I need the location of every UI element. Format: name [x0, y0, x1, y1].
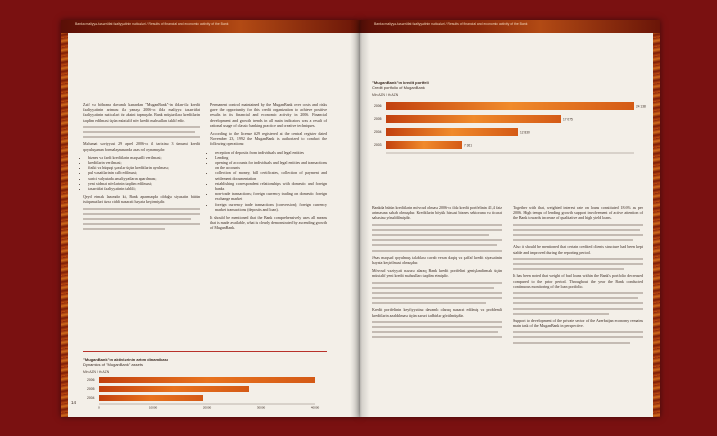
paragraph: Məlumat səviyyəsi 29 aprel 2006-cı il tarixinə 3 ümumi kredit qoyuluşunun formalaşmasında əsas rol oynamışdır: [83, 141, 200, 152]
paragraph: Together with that, weighted interest rate on loans constituted 18.6% as per 2006. High temps of lending growth support involvement of active attention of the Bank towards increase of qualitative and high yield loans. [513, 205, 643, 221]
right-column-az [372, 205, 502, 342]
bar-2006 [99, 377, 315, 383]
paragraph: It should be mentioned that the Bank comprehensively uses all means that is made available, what is clearly demonstrated by ascending growth of MuganBank. [210, 215, 327, 231]
list-item: • opening of accounts for individuals and legal entities and transactions on the accounts [215, 160, 327, 170]
bar-2004 [99, 395, 203, 401]
tick-label: 10000 [148, 405, 158, 410]
right-page [360, 20, 660, 417]
text-lines [513, 258, 643, 270]
list-item: • non-trade transactions; foreign currency trading on domestic foreign exchange market [215, 191, 327, 201]
list-item: • təsərrüfat fəaliyyətinin təhlili; [88, 186, 200, 191]
bar-2004 [386, 128, 518, 136]
bullet-list [83, 155, 200, 191]
list-item: • reception of deposits from individuals and legal entities [215, 150, 327, 155]
list-item: • Lending [215, 155, 327, 160]
paragraph: Əsas məqsəd qoyulmuş tələblərə cavab verən dəqiq və şəffaf kredit siyasətinin həyata keçirilməsi olmuşdur. [372, 254, 502, 265]
header-text: Banka maliyyə-təsərrüfat fəaliyyətinin nəticələri / Results of financial and economic activity of the Bank [75, 22, 229, 26]
text-lines [513, 224, 643, 242]
chart-title: "MuganBank"ın aktivlərinin artım dinamikası [83, 357, 168, 362]
credit-portfolio-chart [372, 80, 652, 167]
paragraph: Mövcud vəziyyəti nəzərə alaraq Bank kredit portfelini genişləndirmək üçün müxtəlif yeni kredit məhsulları təqdim etmişdir. [372, 268, 502, 279]
chart-title: "MuganBank"ın kredit portfeli [372, 80, 429, 85]
paragraph: Permanent control maintained by the MuganBank over costs and risks gave the opportunity for this credit organization to achieve positive results in its financial and economic activity in 2006. Financial development and growth trends in all main indicators was a result of rational usage of classic banking practice and creative techniques. [210, 102, 327, 128]
text-lines [83, 126, 200, 138]
credit-bar-chart [372, 97, 652, 162]
text-lines [513, 331, 643, 343]
assets-chart [83, 357, 333, 415]
list-item: • fiziki və hüquqi şəxslər üçün kreditlərin ayrılması; [88, 165, 200, 170]
bullet-list [210, 150, 327, 212]
left-column-en [210, 102, 327, 234]
tick-label: 0 [98, 405, 100, 410]
data-label: 17 075 [563, 117, 573, 122]
bar-2006 [386, 102, 634, 110]
chart-subtitle: Credit portfolio of MuganBank [372, 85, 425, 90]
data-label: 24 138 [636, 104, 646, 109]
right-column-en [513, 205, 643, 347]
paragraph: According to the license #29 registered at the central register dated November 23, 1992 the MuganBank is authorized to conduct the following operations: [210, 131, 327, 147]
text-lines [372, 321, 502, 339]
category-label: 2006 [374, 104, 382, 108]
decorative-strip [61, 20, 68, 417]
tick-label: 20000 [202, 405, 212, 410]
bar-2003 [386, 141, 462, 149]
text-lines [372, 282, 502, 305]
bar-2005 [386, 115, 561, 123]
list-item: • establishing correspondent relationships with domestic and foreign banks [215, 181, 327, 191]
text-lines [83, 208, 200, 231]
list-item: • yeni xidmət növlərinin təqdim edilməsi; [88, 181, 200, 186]
data-label: 12 830 [520, 130, 530, 135]
list-item: • foreign currency trade transactions (conversion); foreign currency market transactions (deposits and loan). [215, 202, 327, 212]
list-item: • xarici valyutada əməliyyatların aparılması; [88, 176, 200, 181]
list-item: • biznes və fərdi kreditlərin məqsədli verilməsi; [88, 155, 200, 160]
paragraph: Also it should be mentioned that certain credited clients structure had been kept stable and improved during the reporting period. [513, 244, 643, 255]
assets-bar-chart [83, 374, 333, 410]
left-page [61, 20, 360, 417]
tick-label: 40000 [310, 405, 320, 410]
category-label: 2005 [87, 387, 95, 391]
category-label: 2004 [87, 396, 95, 400]
chart-subtitle: Dynamics of "MuganBank" assets [83, 362, 143, 367]
list-item: • pul vəsaitlərinin cəlb edilməsi; [88, 170, 200, 175]
tick-label: 30000 [256, 405, 266, 410]
decorative-strip [653, 20, 660, 417]
list-item: • collection of money, bill certificates, collection of payment and settlement documentation [215, 170, 327, 180]
paragraph: Qeyd etmək lazımdır ki, Bank aparmaqda olduğu siyasətin bütün istiqamətləri üzrə ciddi nəzarəti həyata keçirmişdir. [83, 194, 200, 205]
category-label: 2006 [87, 378, 95, 382]
text-lines [372, 224, 502, 252]
page-number: 14 [71, 400, 77, 405]
data-label: 7 361 [464, 143, 472, 148]
header-text: Banka maliyyə-təsərrüfat fəaliyyətinin nəticələri / Results of financial and economic activity of the Bank [374, 22, 528, 26]
paragraph: Zəif və böhrana davamlı kənardan "MuganBank"-in ildən-ilə kredit fəaliyyətinin artması ilə yanaşı 2006-cı ildə maliyyə təsərrüfat fəaliyyətinin nəticələri öz əksini tapmışdır. Bank müştərilərə kreditlərin təqdim edilməsi üçün müxtəlif növ kredit məhsulları təklif edir. [83, 102, 200, 123]
paragraph: Bankda bütün kreditlərin mövcud olması 2006-cı ildə kredit portfelinin 41,4 faiz artmasına səbəb olmuşdur. Kreditlərin böyük hissəsi biznes sektoruna və ticarət sahəsinə yönəldilmişdir. [372, 205, 502, 221]
category-label: 2004 [374, 130, 382, 134]
page-header [360, 20, 660, 33]
paragraph: It has been noted that weight of bad loans within the Bank's portfolio decreased compared to the prior period. Throughout the year the Bank conducted continuous monitoring of the loan portfolio. [513, 273, 643, 289]
bar-2005 [99, 386, 249, 392]
category-label: 2003 [374, 143, 382, 147]
chart-unit: Min AZN / th AZN [372, 93, 399, 97]
paragraph: Support to development of the private sector of the Azerbaijan economy remains main task of the MuganBank in perspective. [513, 317, 643, 329]
paragraph: Kredit portfelinin keyfiyyətinə davamlı olaraq nəzarət edilmiş və problemli kreditlərin azaldılması üçün zəruri tədbirlər görülmüşdür. [372, 307, 502, 318]
section-rule [83, 351, 327, 352]
text-lines [513, 292, 643, 315]
page-header [61, 20, 360, 33]
category-label: 2005 [374, 117, 382, 121]
chart-unit: Min AZN / th AZN [83, 370, 110, 374]
list-item: • kreditlərin verilməsi; [88, 160, 200, 165]
left-column-az [83, 102, 200, 234]
